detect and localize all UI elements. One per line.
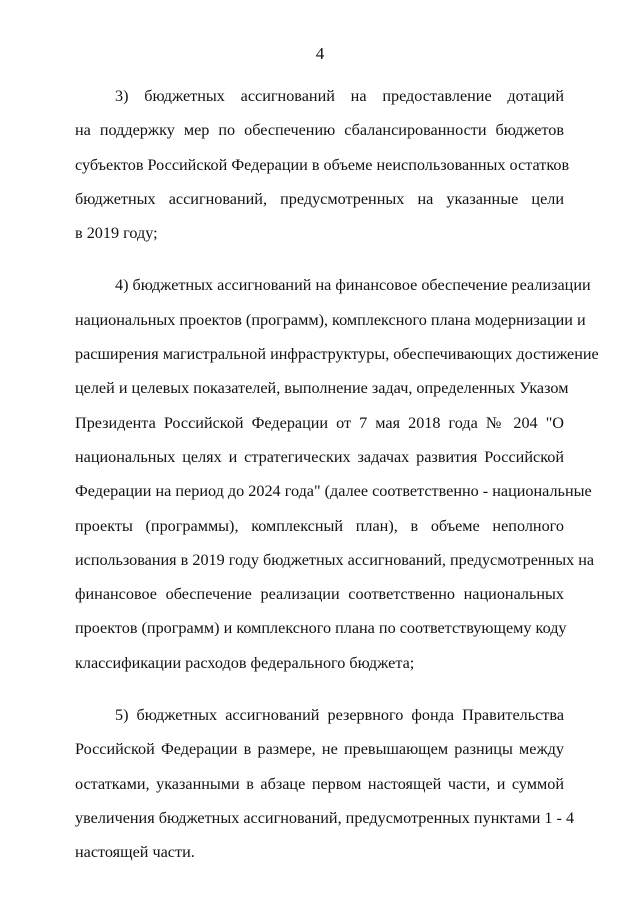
text-line: национальных проектов (программ), комплексного плана модернизации и [75, 310, 586, 329]
document-body [75, 79, 599, 870]
text-line: увеличения бюджетных ассигнований, предусмотренных пунктами 1 - 4 [75, 808, 575, 827]
text-line: целей и целевых показателей, выполнение задач, определенных Указом [75, 379, 569, 398]
text-line: в 2019 году; [75, 224, 158, 243]
text-line: классификации расходов федерального бюджета; [75, 653, 415, 672]
text-line: настоящей части. [75, 843, 195, 862]
text-line: на поддержку мер по обеспечению сбалансированности бюджетов [75, 121, 564, 140]
page-number: 4 [315, 44, 325, 63]
text-line: расширения магистральной инфраструктуры, обеспечивающих достижение [75, 345, 599, 364]
text-line: бюджетных ассигнований, предусмотренных на указанные цели [75, 189, 564, 208]
text-line: субъектов Российской Федерации в объеме неиспользованных остатков [75, 155, 570, 174]
text-line: остатками, указанными в абзаце первом настоящей части, и суммой [75, 774, 564, 793]
text-line: 4) бюджетных ассигнований на финансовое обеспечение реализации [115, 276, 591, 295]
text-line: 5) бюджетных ассигнований резервного фонда Правительства [115, 706, 564, 725]
paragraph-item-5 [75, 698, 575, 869]
text-line: Российской Федерации в размере, не превышающем разницы между [75, 740, 564, 759]
paragraph-item-3 [75, 79, 570, 250]
text-line: Президента Российской Федерации от 7 мая 2018 года № 204 "О [75, 413, 564, 432]
text-line: использования в 2019 году бюджетных ассигнований, предусмотренных на [75, 550, 595, 569]
paragraph-gap [75, 250, 564, 268]
paragraph-item-4 [75, 268, 599, 680]
text-line: проекты (программы), комплексный план), в объеме неполного [75, 516, 564, 535]
text-line: 3) бюджетных ассигнований на предоставление дотаций [115, 87, 564, 105]
text-line: Федерации на период до 2024 года" (далее соответственно - национальные [75, 482, 592, 501]
text-line: финансовое обеспечение реализации соответственно национальных [75, 585, 564, 604]
text-line: проектов (программ) и комплексного плана по соответствующему коду [75, 619, 567, 638]
paragraph-gap [75, 680, 564, 698]
text-line: национальных целях и стратегических задачах развития Российской [75, 447, 564, 466]
